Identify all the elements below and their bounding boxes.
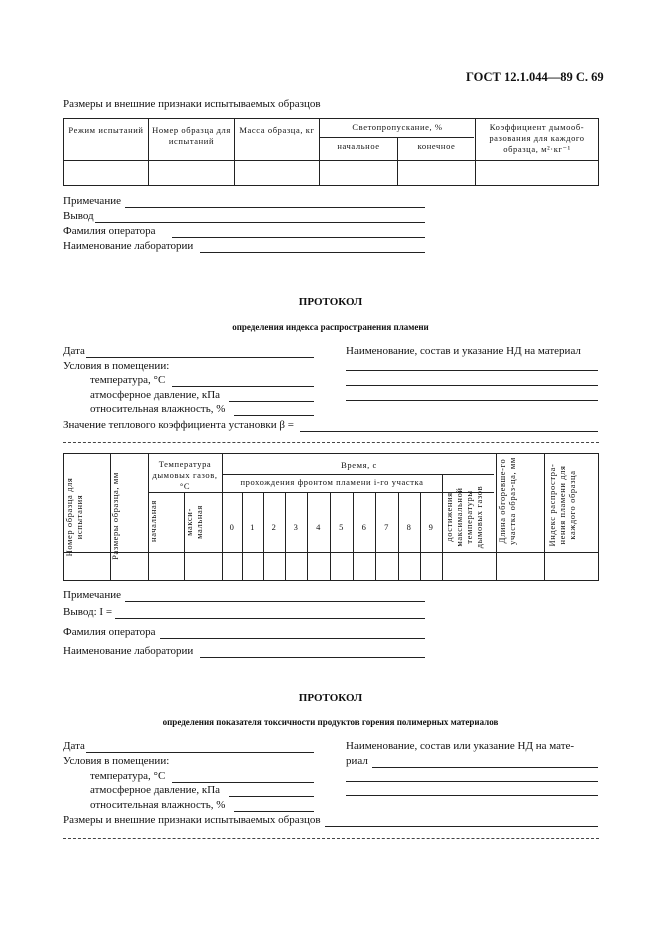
smoke-table — [63, 118, 599, 186]
p2-lab-label: Наименование лаборатории — [63, 645, 194, 657]
seg-0: 0 — [229, 522, 235, 532]
col-max-reach: достижения максимальной температуры дымовых газов — [444, 485, 484, 549]
p3-date-label: Дата — [63, 740, 85, 752]
flame-table — [63, 453, 599, 581]
col-sample-no: Номер образца для испытаний — [152, 125, 231, 146]
col-light: Светопропускание, % — [352, 122, 443, 132]
p2-note-label: Примечание — [63, 589, 121, 601]
p2-humidity-label: относительная влажность, % — [90, 403, 226, 415]
seg-4: 4 — [316, 522, 321, 532]
seg-1: 1 — [250, 522, 255, 532]
p2-conditions-label: Условия в помещении: — [63, 360, 170, 372]
seg-9: 9 — [428, 522, 434, 532]
p2-material-label: Наименование, состав и указание НД на материал — [346, 345, 581, 357]
col-light-end: конечное — [417, 141, 456, 151]
page-header: ГОСТ 12.1.044—89 С. 69 — [466, 70, 604, 84]
seg-2: 2 — [271, 522, 277, 532]
p3-humidity-label: относительная влажность, % — [90, 799, 226, 811]
p2-temp-label: температура, °С — [90, 374, 166, 386]
col-temp-max: макси-мальная — [184, 505, 204, 539]
p2-beta-label: Значение теплового коэффициента установки β = — [63, 419, 294, 431]
protocol2-title: ПРОТОКОЛ — [298, 296, 363, 308]
col-temp-group: Температура дымовых газов, °С — [152, 459, 218, 491]
protocol3-title: ПРОТОКОЛ — [298, 692, 363, 704]
col-mode: Режим испытаний — [68, 125, 144, 135]
p3-material-label-b: риал — [346, 755, 368, 767]
col-length: Длина обгоревше-го участка образ-ца, мм — [497, 457, 517, 545]
p3-pressure-label: атмосферное давление, кПа — [90, 784, 221, 796]
col-time: Время, с — [341, 460, 377, 470]
col-mass: Масса образца, кг — [239, 125, 315, 135]
p2-conclusion-label: Вывод: I = — [63, 606, 113, 618]
col-front: прохождения фронтом пламени i-го участка — [240, 477, 424, 487]
p3-material-label-a: Наименование, состав или указание НД на мате- — [346, 740, 575, 752]
seg-3: 3 — [293, 522, 299, 532]
seg-5: 5 — [339, 522, 344, 532]
protocol3-subtitle: определения показателя токсичности продуктов горения полимерных материалов — [162, 717, 499, 727]
protocol2-subtitle: определения индекса распространения пламени — [232, 322, 429, 332]
seg-7: 7 — [384, 522, 389, 532]
section1-caption: Размеры и внешние признаки испытываемых образцов — [63, 98, 321, 110]
seg-8: 8 — [406, 522, 412, 532]
s1-conclusion-label: Вывод — [63, 210, 94, 222]
col-smoke: Коэффициент дымооб-разования для каждого образца, м²·кг⁻¹ — [489, 122, 585, 154]
p3-sizes-label: Размеры и внешние признаки испытываемых образцов — [63, 814, 321, 826]
s1-note-label: Примечание — [63, 195, 121, 207]
s1-lab-label: Наименование лаборатории — [63, 240, 194, 252]
col-temp-start: начальная — [148, 500, 158, 542]
s1-operator-label: Фамилия оператора — [63, 225, 156, 237]
col-sample-no: Номер образца для испытания — [64, 477, 84, 557]
col-sizes: Размеры образца, мм — [110, 472, 120, 560]
col-index: Индекс распростра-нения пламени для каждого образца — [547, 463, 577, 547]
p2-pressure-label: атмосферное давление, кПа — [90, 389, 221, 401]
p2-operator-label: Фамилия оператора — [63, 626, 156, 638]
p2-date-label: Дата — [63, 345, 85, 357]
p3-temp-label: температура, °С — [90, 770, 166, 782]
seg-6: 6 — [361, 522, 367, 532]
p3-conditions-label: Условия в помещении: — [63, 755, 170, 767]
col-light-start: начальное — [337, 141, 380, 151]
